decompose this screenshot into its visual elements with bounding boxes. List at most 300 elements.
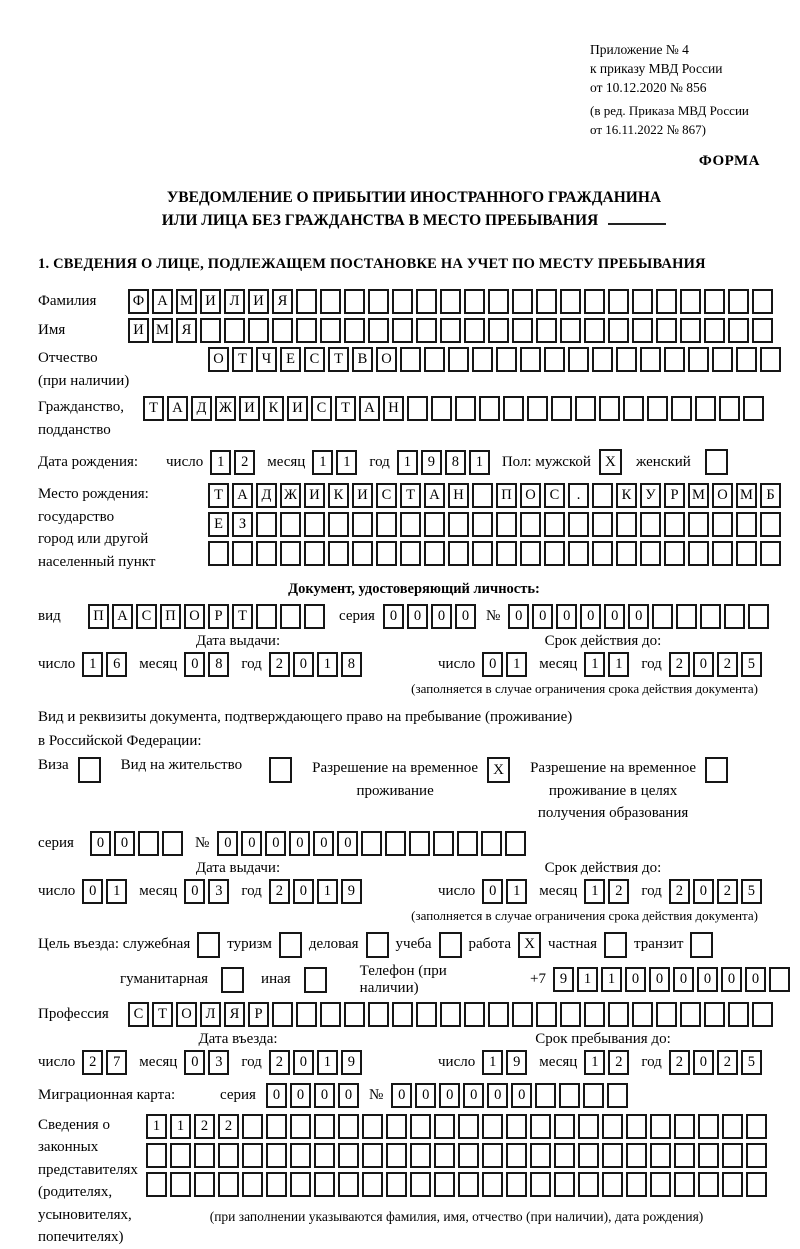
char-cell[interactable]: 0 xyxy=(431,604,452,629)
char-cell[interactable] xyxy=(362,1143,383,1168)
char-cell[interactable] xyxy=(328,541,349,566)
char-cell[interactable] xyxy=(407,396,428,421)
char-cell[interactable]: Я xyxy=(176,318,197,343)
char-cell[interactable]: 0 xyxy=(266,1083,287,1108)
char-cell[interactable] xyxy=(162,831,183,856)
char-cell[interactable] xyxy=(448,512,469,537)
char-cell[interactable] xyxy=(272,1002,293,1027)
char-cell[interactable]: 2 xyxy=(717,879,738,904)
char-cell[interactable]: 0 xyxy=(487,1083,508,1108)
char-cell[interactable] xyxy=(664,347,685,372)
char-cell[interactable] xyxy=(674,1143,695,1168)
char-cell[interactable]: Ф xyxy=(128,289,149,314)
char-cell[interactable] xyxy=(578,1172,599,1197)
char-cell[interactable]: М xyxy=(176,289,197,314)
char-cell[interactable] xyxy=(448,347,469,372)
char-cell[interactable]: 2 xyxy=(669,1050,690,1075)
char-cell[interactable] xyxy=(656,1002,677,1027)
char-cell[interactable] xyxy=(458,1143,479,1168)
char-cell[interactable] xyxy=(671,396,692,421)
char-cell[interactable]: 0 xyxy=(293,879,314,904)
char-cell[interactable]: О xyxy=(184,604,205,629)
char-cell[interactable] xyxy=(554,1172,575,1197)
char-cell[interactable] xyxy=(503,396,524,421)
char-cell[interactable] xyxy=(632,318,653,343)
char-cell[interactable]: И xyxy=(304,483,325,508)
char-cell[interactable] xyxy=(530,1172,551,1197)
char-cell[interactable] xyxy=(472,347,493,372)
char-cell[interactable] xyxy=(424,512,445,537)
char-cell[interactable] xyxy=(296,318,317,343)
char-cell[interactable] xyxy=(280,541,301,566)
char-cell[interactable] xyxy=(362,1172,383,1197)
char-cell[interactable]: С xyxy=(544,483,565,508)
char-cell[interactable] xyxy=(608,289,629,314)
char-cell[interactable]: 3 xyxy=(208,879,229,904)
char-cell[interactable] xyxy=(560,289,581,314)
visa-checkbox[interactable] xyxy=(78,757,101,783)
char-cell[interactable]: 0 xyxy=(628,604,649,629)
char-cell[interactable] xyxy=(386,1114,407,1139)
char-cell[interactable] xyxy=(584,1002,605,1027)
char-cell[interactable] xyxy=(568,347,589,372)
residence-permit-checkbox[interactable] xyxy=(269,757,292,783)
char-cell[interactable]: 1 xyxy=(608,652,629,677)
char-cell[interactable] xyxy=(458,1114,479,1139)
char-cell[interactable] xyxy=(433,831,454,856)
char-cell[interactable] xyxy=(512,318,533,343)
char-cell[interactable]: 1 xyxy=(506,652,527,677)
char-cell[interactable] xyxy=(674,1114,695,1139)
char-cell[interactable]: 8 xyxy=(341,652,362,677)
char-cell[interactable] xyxy=(224,318,245,343)
char-cell[interactable] xyxy=(722,1172,743,1197)
char-cell[interactable]: . xyxy=(568,483,589,508)
char-cell[interactable] xyxy=(592,512,613,537)
char-cell[interactable]: 0 xyxy=(241,831,262,856)
char-cell[interactable]: 0 xyxy=(556,604,577,629)
char-cell[interactable] xyxy=(448,541,469,566)
char-cell[interactable] xyxy=(320,1002,341,1027)
char-cell[interactable]: О xyxy=(712,483,733,508)
char-cell[interactable]: М xyxy=(152,318,173,343)
char-cell[interactable]: 1 xyxy=(317,1050,338,1075)
char-cell[interactable] xyxy=(200,318,221,343)
char-cell[interactable] xyxy=(482,1172,503,1197)
char-cell[interactable] xyxy=(242,1114,263,1139)
char-cell[interactable]: 2 xyxy=(218,1114,239,1139)
char-cell[interactable] xyxy=(194,1143,215,1168)
char-cell[interactable] xyxy=(736,512,757,537)
char-cell[interactable] xyxy=(434,1172,455,1197)
char-cell[interactable]: Е xyxy=(280,347,301,372)
char-cell[interactable]: 3 xyxy=(208,1050,229,1075)
char-cell[interactable] xyxy=(746,1114,767,1139)
char-cell[interactable] xyxy=(400,541,421,566)
char-cell[interactable] xyxy=(320,318,341,343)
char-cell[interactable]: 0 xyxy=(482,879,503,904)
char-cell[interactable]: А xyxy=(359,396,380,421)
char-cell[interactable]: С xyxy=(128,1002,149,1027)
char-cell[interactable]: 0 xyxy=(293,1050,314,1075)
char-cell[interactable]: С xyxy=(376,483,397,508)
char-cell[interactable] xyxy=(748,604,769,629)
char-cell[interactable] xyxy=(488,289,509,314)
char-cell[interactable]: 1 xyxy=(482,1050,503,1075)
char-cell[interactable] xyxy=(424,541,445,566)
char-cell[interactable]: Д xyxy=(256,483,277,508)
char-cell[interactable] xyxy=(688,347,709,372)
char-cell[interactable] xyxy=(416,318,437,343)
char-cell[interactable] xyxy=(512,1002,533,1027)
char-cell[interactable] xyxy=(602,1172,623,1197)
char-cell[interactable] xyxy=(520,347,541,372)
char-cell[interactable]: 2 xyxy=(269,879,290,904)
char-cell[interactable] xyxy=(400,512,421,537)
purpose-official-checkbox[interactable] xyxy=(197,932,220,958)
char-cell[interactable]: Я xyxy=(224,1002,245,1027)
char-cell[interactable] xyxy=(674,1172,695,1197)
char-cell[interactable]: 6 xyxy=(106,652,127,677)
char-cell[interactable]: С xyxy=(136,604,157,629)
char-cell[interactable] xyxy=(457,831,478,856)
char-cell[interactable] xyxy=(722,1114,743,1139)
char-cell[interactable]: А xyxy=(112,604,133,629)
char-cell[interactable] xyxy=(736,541,757,566)
char-cell[interactable] xyxy=(568,541,589,566)
char-cell[interactable] xyxy=(410,1114,431,1139)
char-cell[interactable] xyxy=(647,396,668,421)
char-cell[interactable] xyxy=(760,347,781,372)
char-cell[interactable]: 1 xyxy=(577,967,598,992)
char-cell[interactable] xyxy=(769,967,790,992)
char-cell[interactable]: 2 xyxy=(608,1050,629,1075)
char-cell[interactable] xyxy=(664,512,685,537)
char-cell[interactable]: 0 xyxy=(482,652,503,677)
char-cell[interactable] xyxy=(320,289,341,314)
char-cell[interactable] xyxy=(640,541,661,566)
char-cell[interactable] xyxy=(464,1002,485,1027)
char-cell[interactable] xyxy=(146,1143,167,1168)
char-cell[interactable]: 0 xyxy=(338,1083,359,1108)
char-cell[interactable]: 1 xyxy=(506,879,527,904)
char-cell[interactable] xyxy=(760,541,781,566)
char-cell[interactable]: Т xyxy=(208,483,229,508)
char-cell[interactable] xyxy=(368,289,389,314)
char-cell[interactable]: И xyxy=(287,396,308,421)
char-cell[interactable] xyxy=(700,604,721,629)
char-cell[interactable] xyxy=(584,318,605,343)
char-cell[interactable] xyxy=(544,347,565,372)
char-cell[interactable] xyxy=(520,541,541,566)
char-cell[interactable] xyxy=(752,289,773,314)
char-cell[interactable] xyxy=(488,318,509,343)
char-cell[interactable] xyxy=(568,512,589,537)
char-cell[interactable] xyxy=(530,1114,551,1139)
char-cell[interactable]: 5 xyxy=(741,879,762,904)
char-cell[interactable] xyxy=(472,483,493,508)
char-cell[interactable]: Р xyxy=(248,1002,269,1027)
char-cell[interactable] xyxy=(728,318,749,343)
char-cell[interactable] xyxy=(680,318,701,343)
purpose-study-checkbox[interactable] xyxy=(439,932,462,958)
char-cell[interactable]: Н xyxy=(448,483,469,508)
char-cell[interactable]: Л xyxy=(200,1002,221,1027)
char-cell[interactable]: П xyxy=(496,483,517,508)
char-cell[interactable] xyxy=(314,1114,335,1139)
char-cell[interactable] xyxy=(410,1172,431,1197)
char-cell[interactable]: О xyxy=(520,483,541,508)
char-cell[interactable]: 2 xyxy=(82,1050,103,1075)
char-cell[interactable] xyxy=(138,831,159,856)
char-cell[interactable]: 8 xyxy=(208,652,229,677)
char-cell[interactable] xyxy=(242,1143,263,1168)
char-cell[interactable] xyxy=(680,1002,701,1027)
char-cell[interactable]: 0 xyxy=(745,967,766,992)
char-cell[interactable]: У xyxy=(640,483,661,508)
char-cell[interactable]: 2 xyxy=(717,1050,738,1075)
char-cell[interactable]: 0 xyxy=(184,1050,205,1075)
char-cell[interactable] xyxy=(409,831,430,856)
char-cell[interactable]: Ж xyxy=(215,396,236,421)
char-cell[interactable] xyxy=(352,512,373,537)
char-cell[interactable]: 9 xyxy=(506,1050,527,1075)
char-cell[interactable] xyxy=(431,396,452,421)
char-cell[interactable] xyxy=(506,1143,527,1168)
char-cell[interactable] xyxy=(652,604,673,629)
char-cell[interactable] xyxy=(496,347,517,372)
char-cell[interactable]: 0 xyxy=(184,652,205,677)
char-cell[interactable] xyxy=(170,1172,191,1197)
char-cell[interactable]: 1 xyxy=(82,652,103,677)
char-cell[interactable] xyxy=(416,289,437,314)
char-cell[interactable]: 1 xyxy=(584,652,605,677)
char-cell[interactable] xyxy=(296,289,317,314)
char-cell[interactable] xyxy=(544,512,565,537)
char-cell[interactable]: 0 xyxy=(184,879,205,904)
char-cell[interactable] xyxy=(338,1143,359,1168)
char-cell[interactable]: 9 xyxy=(421,450,442,475)
char-cell[interactable]: 1 xyxy=(336,450,357,475)
female-checkbox[interactable] xyxy=(705,449,728,475)
char-cell[interactable] xyxy=(472,512,493,537)
char-cell[interactable] xyxy=(527,396,548,421)
char-cell[interactable]: 1 xyxy=(312,450,333,475)
char-cell[interactable]: 1 xyxy=(397,450,418,475)
char-cell[interactable] xyxy=(520,512,541,537)
char-cell[interactable]: Т xyxy=(400,483,421,508)
char-cell[interactable] xyxy=(560,1002,581,1027)
char-cell[interactable]: 0 xyxy=(693,1050,714,1075)
char-cell[interactable] xyxy=(496,541,517,566)
char-cell[interactable] xyxy=(290,1143,311,1168)
char-cell[interactable]: 0 xyxy=(693,652,714,677)
char-cell[interactable] xyxy=(626,1172,647,1197)
char-cell[interactable] xyxy=(623,396,644,421)
char-cell[interactable] xyxy=(728,1002,749,1027)
char-cell[interactable] xyxy=(602,1143,623,1168)
char-cell[interactable]: П xyxy=(88,604,109,629)
char-cell[interactable] xyxy=(688,512,709,537)
char-cell[interactable]: М xyxy=(688,483,709,508)
char-cell[interactable]: 0 xyxy=(580,604,601,629)
temp-residence-checkbox[interactable]: X xyxy=(487,757,510,783)
char-cell[interactable]: 2 xyxy=(608,879,629,904)
char-cell[interactable]: 1 xyxy=(469,450,490,475)
char-cell[interactable]: 2 xyxy=(234,450,255,475)
char-cell[interactable] xyxy=(280,512,301,537)
char-cell[interactable] xyxy=(719,396,740,421)
char-cell[interactable] xyxy=(194,1172,215,1197)
char-cell[interactable] xyxy=(272,318,293,343)
char-cell[interactable]: 5 xyxy=(741,652,762,677)
char-cell[interactable] xyxy=(608,1002,629,1027)
char-cell[interactable] xyxy=(632,1002,653,1027)
char-cell[interactable] xyxy=(712,512,733,537)
char-cell[interactable]: 1 xyxy=(106,879,127,904)
char-cell[interactable] xyxy=(650,1143,671,1168)
char-cell[interactable] xyxy=(592,347,613,372)
char-cell[interactable] xyxy=(506,1114,527,1139)
char-cell[interactable] xyxy=(400,347,421,372)
char-cell[interactable] xyxy=(626,1114,647,1139)
char-cell[interactable] xyxy=(535,1083,556,1108)
char-cell[interactable] xyxy=(338,1114,359,1139)
char-cell[interactable]: Т xyxy=(152,1002,173,1027)
char-cell[interactable]: 9 xyxy=(341,879,362,904)
char-cell[interactable]: 1 xyxy=(146,1114,167,1139)
char-cell[interactable]: 0 xyxy=(265,831,286,856)
char-cell[interactable] xyxy=(640,347,661,372)
char-cell[interactable] xyxy=(626,1143,647,1168)
char-cell[interactable] xyxy=(416,1002,437,1027)
char-cell[interactable]: И xyxy=(248,289,269,314)
char-cell[interactable]: 0 xyxy=(463,1083,484,1108)
char-cell[interactable] xyxy=(472,541,493,566)
char-cell[interactable] xyxy=(656,318,677,343)
char-cell[interactable] xyxy=(680,289,701,314)
char-cell[interactable] xyxy=(376,512,397,537)
char-cell[interactable]: 2 xyxy=(669,652,690,677)
char-cell[interactable]: 0 xyxy=(508,604,529,629)
char-cell[interactable]: 0 xyxy=(313,831,334,856)
char-cell[interactable]: Н xyxy=(383,396,404,421)
char-cell[interactable]: К xyxy=(328,483,349,508)
char-cell[interactable] xyxy=(554,1114,575,1139)
char-cell[interactable]: 0 xyxy=(697,967,718,992)
char-cell[interactable] xyxy=(218,1143,239,1168)
char-cell[interactable] xyxy=(599,396,620,421)
char-cell[interactable]: 0 xyxy=(532,604,553,629)
char-cell[interactable]: 2 xyxy=(717,652,738,677)
char-cell[interactable] xyxy=(583,1083,604,1108)
char-cell[interactable] xyxy=(376,541,397,566)
char-cell[interactable]: П xyxy=(160,604,181,629)
char-cell[interactable]: Т xyxy=(143,396,164,421)
char-cell[interactable]: 7 xyxy=(106,1050,127,1075)
male-checkbox[interactable]: X xyxy=(599,449,622,475)
char-cell[interactable] xyxy=(554,1143,575,1168)
purpose-tourism-checkbox[interactable] xyxy=(279,932,302,958)
char-cell[interactable]: Р xyxy=(208,604,229,629)
char-cell[interactable] xyxy=(455,396,476,421)
char-cell[interactable]: И xyxy=(239,396,260,421)
char-cell[interactable] xyxy=(368,1002,389,1027)
char-cell[interactable]: 0 xyxy=(415,1083,436,1108)
char-cell[interactable]: 2 xyxy=(669,879,690,904)
char-cell[interactable]: 1 xyxy=(170,1114,191,1139)
char-cell[interactable] xyxy=(479,396,500,421)
temp-residence-education-checkbox[interactable] xyxy=(705,757,728,783)
char-cell[interactable]: В xyxy=(352,347,373,372)
char-cell[interactable] xyxy=(640,512,661,537)
char-cell[interactable]: О xyxy=(176,1002,197,1027)
char-cell[interactable]: 2 xyxy=(194,1114,215,1139)
char-cell[interactable]: С xyxy=(304,347,325,372)
char-cell[interactable] xyxy=(314,1172,335,1197)
char-cell[interactable]: Л xyxy=(224,289,245,314)
purpose-private-checkbox[interactable] xyxy=(604,932,627,958)
char-cell[interactable] xyxy=(392,289,413,314)
char-cell[interactable] xyxy=(650,1172,671,1197)
char-cell[interactable] xyxy=(592,483,613,508)
char-cell[interactable] xyxy=(578,1114,599,1139)
char-cell[interactable] xyxy=(290,1114,311,1139)
char-cell[interactable] xyxy=(440,318,461,343)
char-cell[interactable] xyxy=(344,318,365,343)
char-cell[interactable] xyxy=(736,347,757,372)
char-cell[interactable]: 0 xyxy=(289,831,310,856)
char-cell[interactable] xyxy=(496,512,517,537)
char-cell[interactable] xyxy=(464,289,485,314)
char-cell[interactable]: Т xyxy=(328,347,349,372)
char-cell[interactable] xyxy=(256,541,277,566)
char-cell[interactable]: 0 xyxy=(337,831,358,856)
purpose-humanitarian-checkbox[interactable] xyxy=(221,967,244,993)
char-cell[interactable]: 0 xyxy=(721,967,742,992)
char-cell[interactable] xyxy=(344,1002,365,1027)
char-cell[interactable]: Е xyxy=(208,512,229,537)
char-cell[interactable]: 9 xyxy=(553,967,574,992)
char-cell[interactable]: А xyxy=(232,483,253,508)
char-cell[interactable] xyxy=(410,1143,431,1168)
char-cell[interactable] xyxy=(704,318,725,343)
char-cell[interactable] xyxy=(368,318,389,343)
char-cell[interactable] xyxy=(362,1114,383,1139)
char-cell[interactable] xyxy=(304,512,325,537)
char-cell[interactable]: С xyxy=(311,396,332,421)
char-cell[interactable] xyxy=(704,289,725,314)
char-cell[interactable]: 0 xyxy=(391,1083,412,1108)
char-cell[interactable]: О xyxy=(376,347,397,372)
char-cell[interactable]: 0 xyxy=(82,879,103,904)
char-cell[interactable] xyxy=(266,1172,287,1197)
char-cell[interactable] xyxy=(304,541,325,566)
char-cell[interactable]: 0 xyxy=(649,967,670,992)
char-cell[interactable]: 0 xyxy=(293,652,314,677)
char-cell[interactable]: 0 xyxy=(673,967,694,992)
char-cell[interactable] xyxy=(266,1114,287,1139)
char-cell[interactable] xyxy=(616,347,637,372)
char-cell[interactable] xyxy=(440,1002,461,1027)
char-cell[interactable] xyxy=(505,831,526,856)
char-cell[interactable] xyxy=(698,1114,719,1139)
char-cell[interactable] xyxy=(385,831,406,856)
char-cell[interactable]: 1 xyxy=(210,450,231,475)
char-cell[interactable]: 0 xyxy=(625,967,646,992)
char-cell[interactable] xyxy=(304,604,325,629)
char-cell[interactable] xyxy=(232,541,253,566)
